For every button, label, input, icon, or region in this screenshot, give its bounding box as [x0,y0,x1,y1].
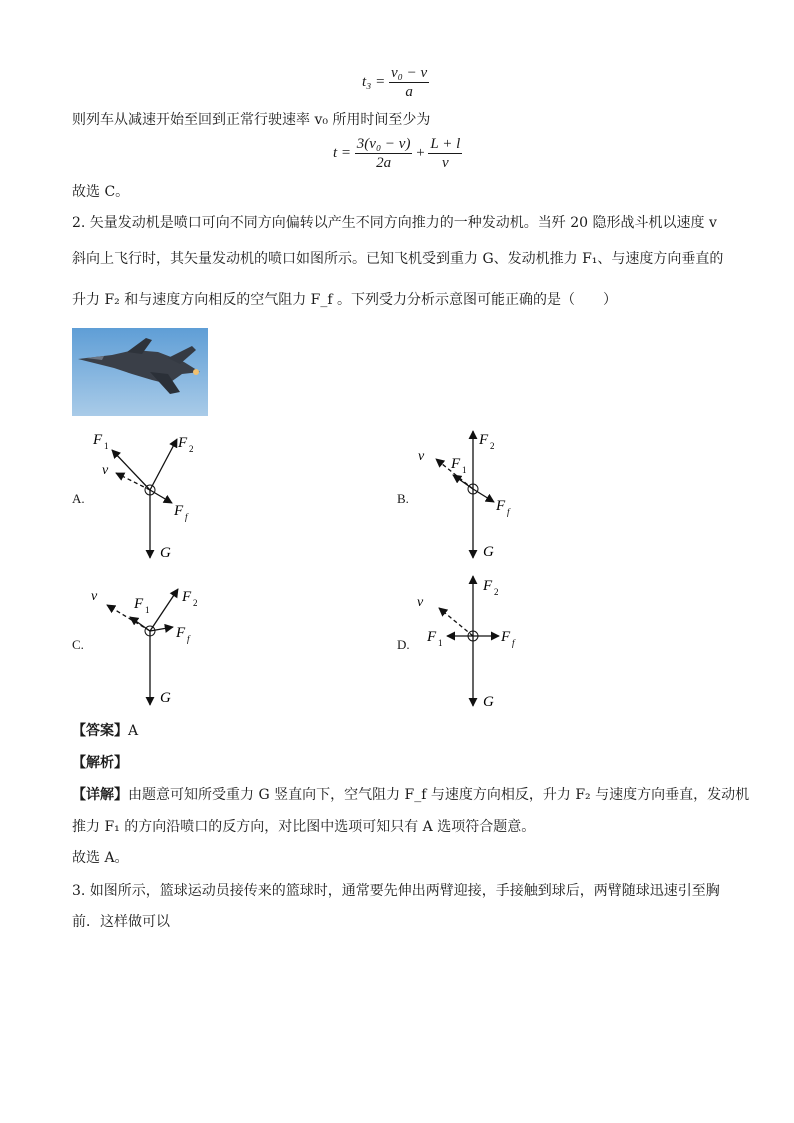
label-ff-sub: f [187,634,190,644]
label-g: G [160,690,171,706]
question-2-line-1: 2. 矢量发动机是喷口可向不同方向偏转以产生不同方向推力的一种发动机。当歼 20 隐形战斗机以速度 v [72,215,717,231]
denominator: 2a [376,155,392,171]
label-f2-sub: 2 [189,444,194,454]
label-ff: F [176,625,186,641]
label-f2-sub: 2 [494,587,499,597]
text-line: 则列车从减速开始至回到正常行驶速率 v₀ 所用时间至少为 [72,112,431,128]
label-ff: F [501,629,511,645]
label-v: v [417,595,424,610]
label-ff-sub: f [185,512,188,522]
numerator: 3(v₀ − v) [356,136,411,152]
fraction [428,135,462,172]
option-b-label[interactable]: B. [397,491,409,506]
arrow-f1 [130,617,150,631]
label-f1-sub: 1 [145,605,150,615]
label-f1: F [134,596,144,612]
label-f2: F [483,578,493,594]
equation-lhs: t₃ = [362,73,386,90]
answer-tag: 【答案】 [72,723,128,739]
label-f2: F [182,589,192,605]
question-2-line-3: 升力 F₂ 和与速度方向相反的空气阻力 F_f 。下列受力分析示意图可能正确的是（ ） [72,292,618,308]
label-g: G [483,694,494,710]
arrow-ff [150,490,172,503]
plus-sign: + [416,144,425,161]
label-f1-sub: 1 [438,638,443,648]
label-f1: F [93,432,103,448]
equation-lhs: t = [333,144,352,161]
detail-line-1 [72,785,749,805]
label-ff-sub: f [512,638,515,648]
answer-line [72,721,138,741]
label-f1-sub: 1 [462,465,467,475]
diagram-a [80,425,220,565]
arrow-f2 [150,589,178,631]
denominator: v [442,155,449,171]
diagram-c [80,575,220,715]
label-v: v [91,589,98,604]
answer-value: A [128,723,139,739]
fraction [355,135,413,172]
label-f2: F [479,432,489,448]
jet-photo [72,328,208,416]
denominator: a [405,84,413,100]
fraction [389,64,429,101]
arrow-f2 [150,439,177,490]
arrow-ff [473,489,494,502]
option-d-label[interactable]: D. [397,637,410,652]
arrow-f1 [112,450,150,490]
arrow-v [116,473,150,490]
label-ff: F [496,498,506,514]
conclusion-line: 故选 A。 [72,850,129,866]
label-f1: F [427,629,437,645]
diagram-d [403,570,543,715]
label-f2: F [178,435,188,451]
label-f2-sub: 2 [490,441,495,451]
arrow-f1 [453,475,473,489]
label-v: v [418,449,425,464]
label-f1: F [451,456,461,472]
numerator: v₀ − v [391,65,428,81]
text-line: 故选 C。 [72,184,130,200]
diagram-b [403,425,543,565]
label-v: v [102,463,109,478]
label-g: G [160,545,171,561]
detail-tag: 【详解】 [72,787,128,803]
question-3-line-2: 前．这样做可以 [72,914,170,930]
arrow-v [439,608,473,636]
analysis-tag: 【解析】 [72,755,128,771]
numerator: L + l [430,136,461,152]
label-f1-sub: 1 [104,441,109,451]
label-ff-sub: f [507,507,510,517]
option-a-label[interactable]: A. [72,491,85,506]
question-3-line-1: 3. 如图所示，篮球运动员接传来的篮球时，通常要先伸出两臂迎接，手接触到球后，两臂随球迅速引至胸 [72,883,720,899]
detail-line-2: 推力 F₁ 的方向沿喷口的反方向，对比图中选项可知只有 A 选项符合题意。 [72,819,536,835]
option-c-label[interactable]: C. [72,637,84,652]
label-f2-sub: 2 [193,598,198,608]
question-2-line-2: 斜向上飞行时，其矢量发动机的喷口如图所示。已知飞机受到重力 G、发动机推力 F₁、与速度方向垂直的 [72,251,724,267]
equation-t3 [362,64,429,101]
detail-text: 由题意可知所受重力 G 竖直向下，空气阻力 F_f 与速度方向相反，升力 F₂ 与速度方向垂直，发动机 [128,787,750,803]
equation-t [333,135,462,172]
label-g: G [483,544,494,560]
label-ff: F [174,503,184,519]
